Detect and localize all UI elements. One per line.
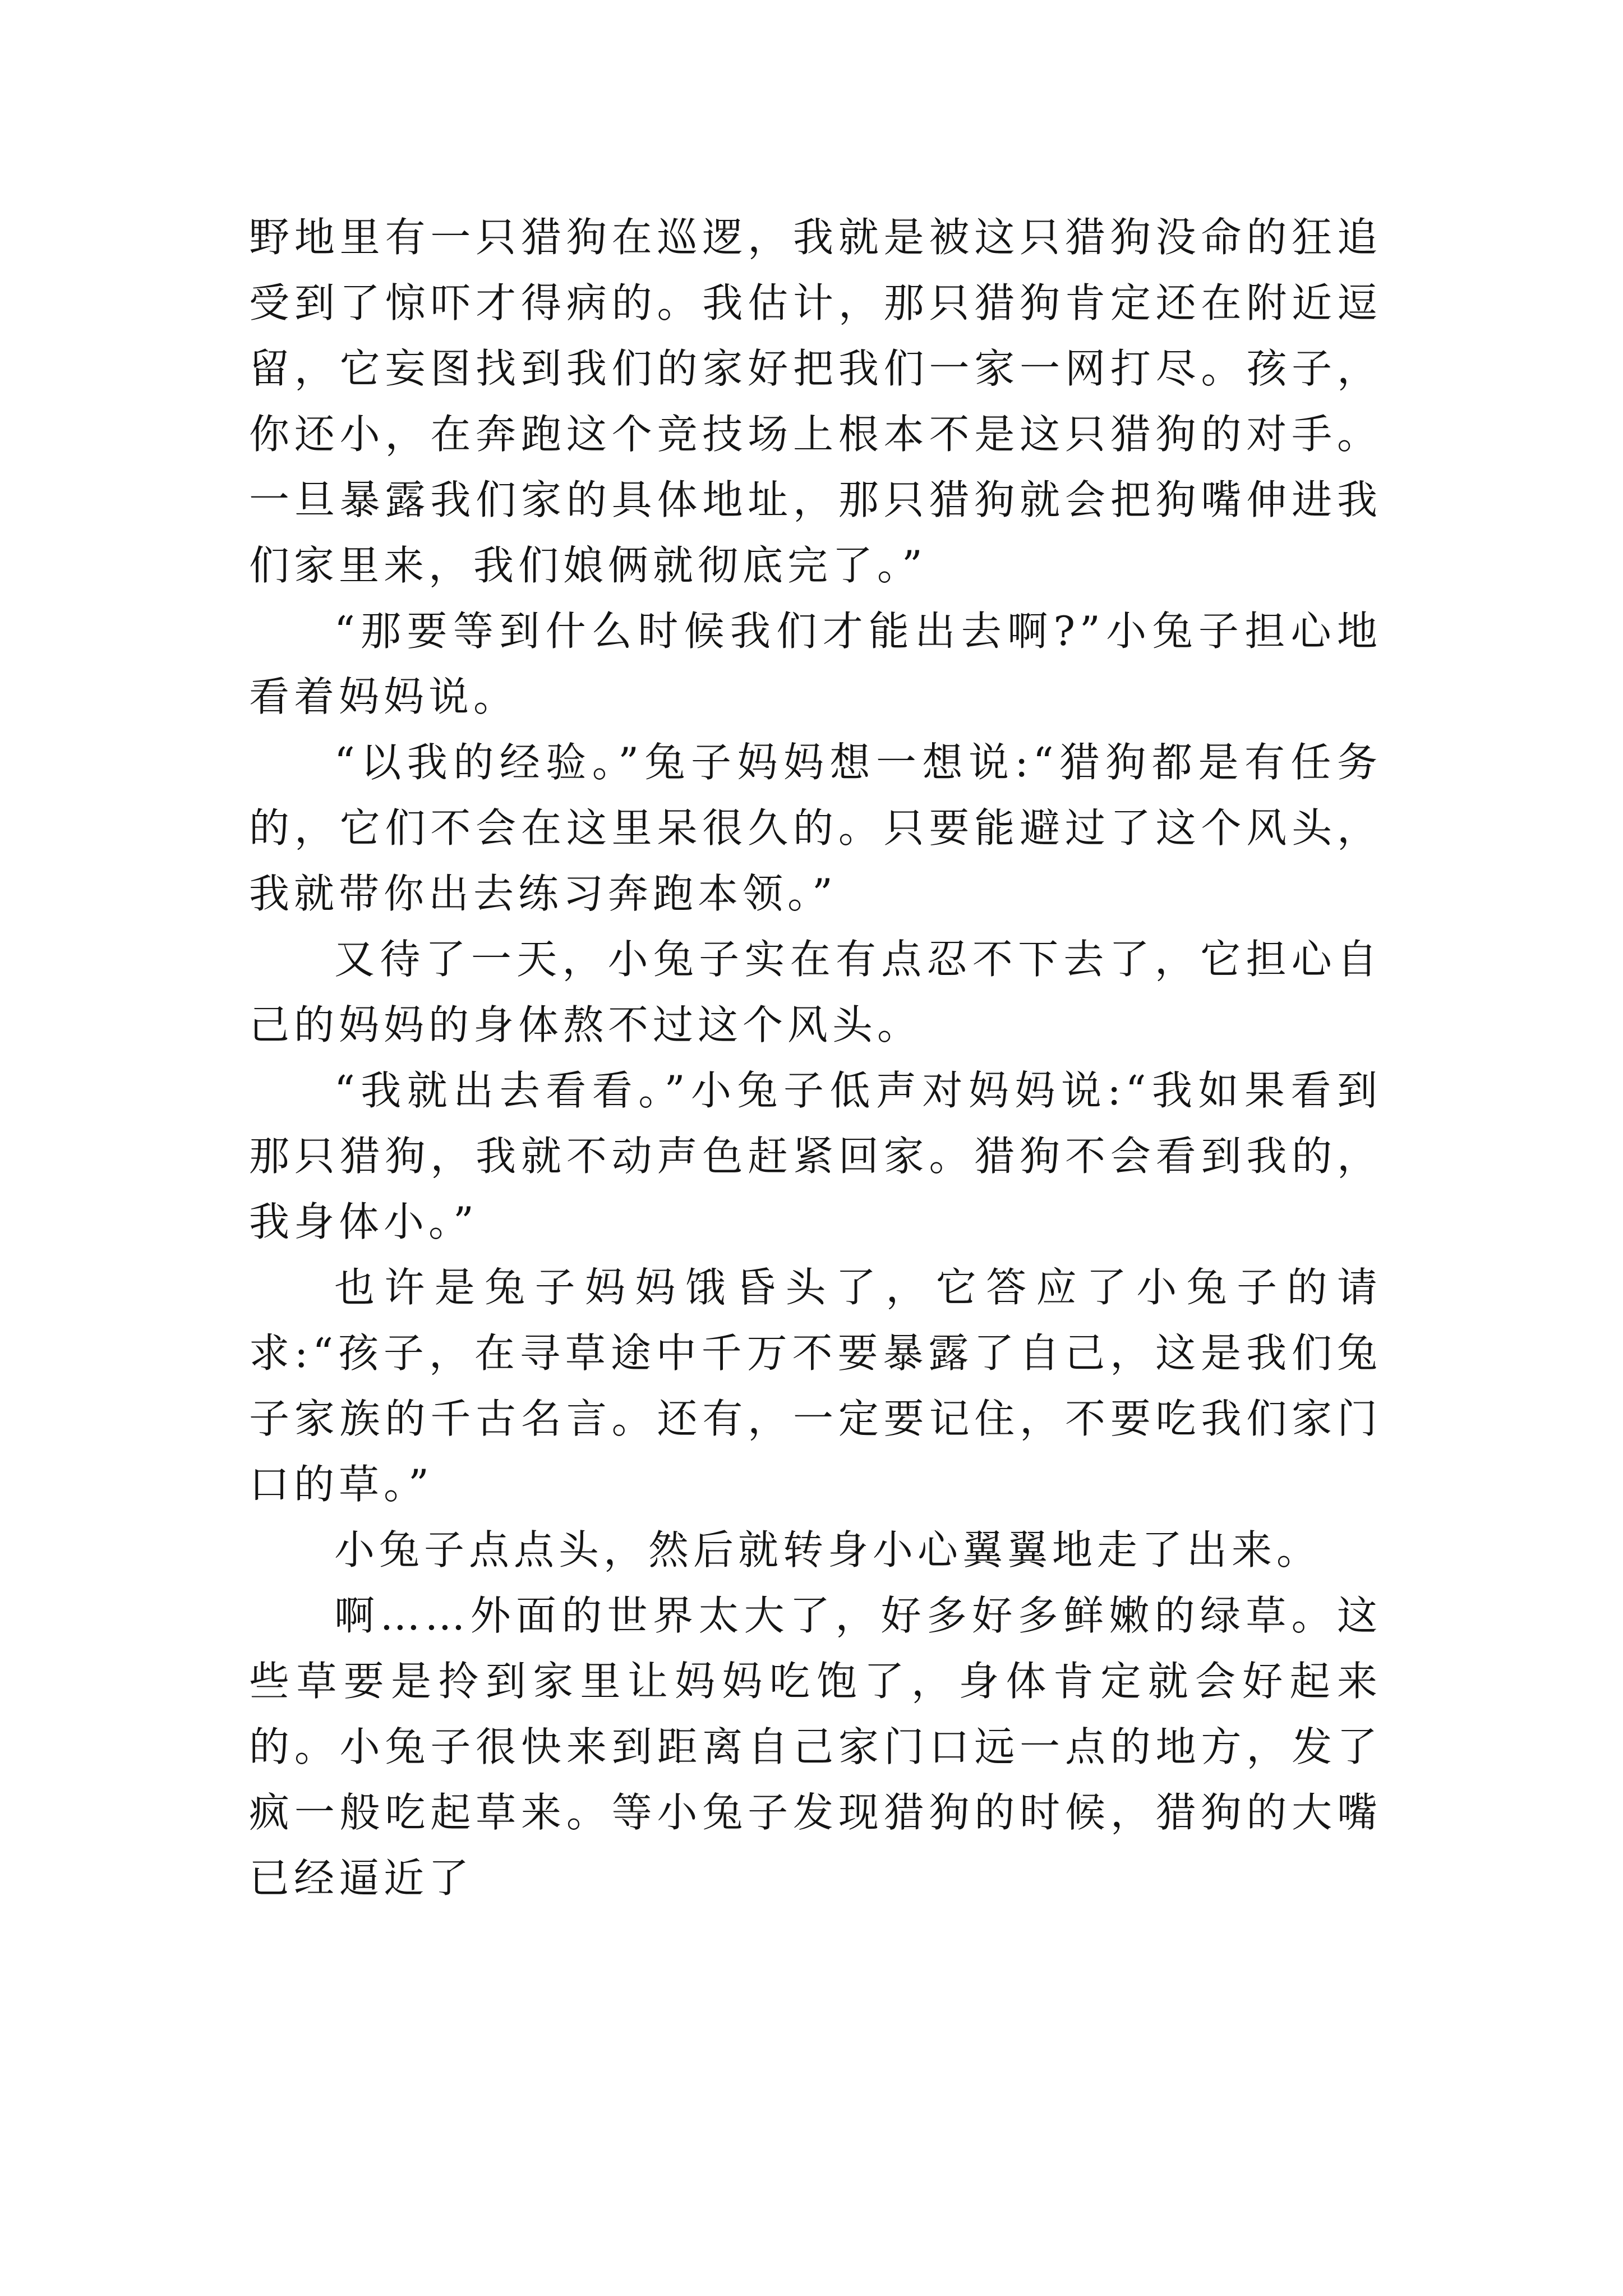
paragraph: 啊……外面的世界太大了，好多好多鲜嫩的绿草。这些草要是拎到家里让妈妈吃饱了，身体肯定就会好起来的。小兔子很快来到距离自己家门口远一点的地方，发了疯一般吃起草来。等小兔子发现猎狗的时候，猎狗的大嘴已经逼近了 <box>249 1592 1382 1902</box>
paragraph: 也许是兔子妈妈饿昏头了，它答应了小兔子的请求:“孩子，在寻草途中千万不要暴露了自己，这是我们兔子家族的千古名言。还有，一定要记住，不要吃我们家门口的草。” <box>249 1264 1382 1508</box>
paragraph: “那要等到什么时候我们才能出去啊?”小兔子担心地看着妈妈说。 <box>249 608 1382 720</box>
paragraph: “以我的经验。”兔子妈妈想一想说:“猎狗都是有任务的，它们不会在这里呆很久的。只要能避过了这个风头，我就带你出去练习奔跑本领。” <box>249 739 1382 917</box>
paragraph: 野地里有一只猎狗在巡逻，我就是被这只猎狗没命的狂追受到了惊吓才得病的。我估计，那只猎狗肯定还在附近逗留，它妄图找到我们的家好把我们一家一网打尽。孩子，你还小，在奔跑这个竞技场上根本不是这只猎狗的对手。一旦暴露我们家的具体地址，那只猎狗就会把狗嘴伸进我们家里来，我们娘俩就彻底完了。” <box>249 214 1382 589</box>
paragraph: 又待了一天，小兔子实在有点忍不下去了，它担心自己的妈妈的身体熬不过这个风头。 <box>249 936 1382 1048</box>
paragraph: 小兔子点点头，然后就转身小心翼翼地走了出来。 <box>334 1526 1322 1573</box>
paragraph: “我就出去看看。”小兔子低声对妈妈说:“我如果看到那只猎狗，我就不动声色赶紧回家。猎狗不会看到我的，我身体小。” <box>249 1067 1382 1245</box>
document-body <box>249 205 1382 1911</box>
